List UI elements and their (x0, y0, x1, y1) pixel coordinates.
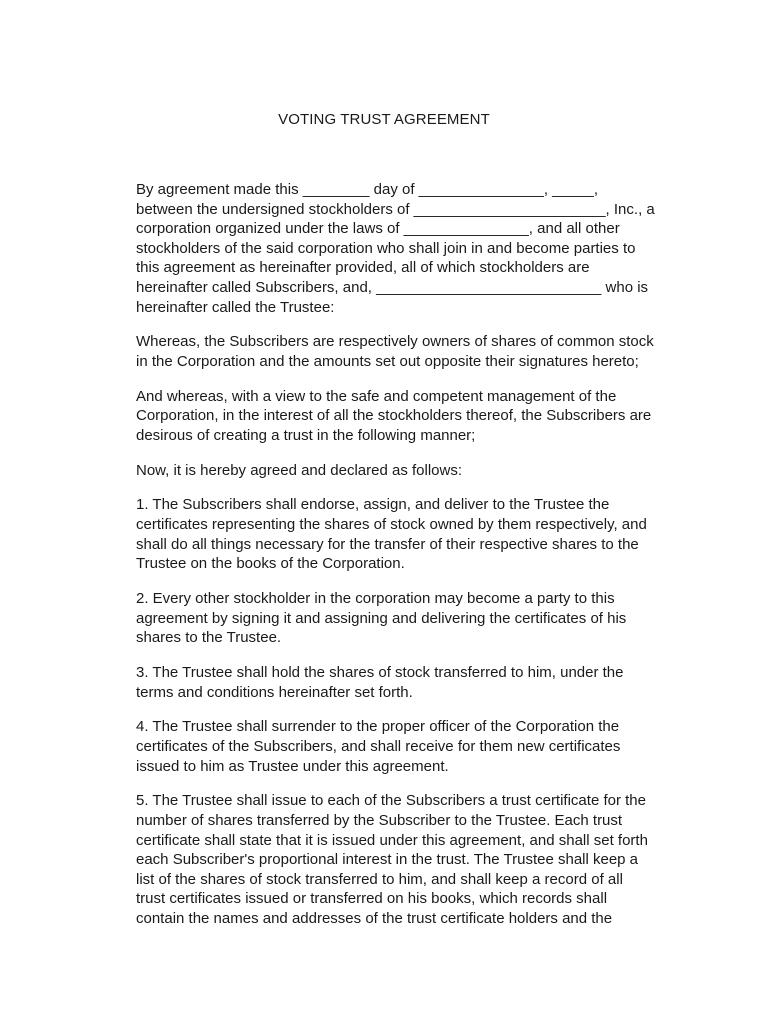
text-line: certificate shall state that it is issued under this agreement, and shall set forth (136, 831, 648, 849)
text-line: 5. The Trustee shall issue to each of the Subscribers a trust certificate for the (136, 792, 646, 810)
text-line: certificates representing the shares of stock owned by them respectively, and (136, 516, 647, 534)
text-line: Corporation, in the interest of all the stockholders thereof, the Subscribers are (136, 407, 652, 425)
text-line: in the Corporation and the amounts set out opposite their signatures hereto; (136, 352, 639, 370)
text-line: 2. Every other stockholder in the corporation may become a party to this (136, 590, 615, 608)
text-line: hereinafter called the Trustee: (136, 298, 335, 316)
text-line: 3. The Trustee shall hold the shares of stock transferred to him, under the (136, 664, 624, 681)
clause-5 (136, 791, 696, 928)
text-line: terms and conditions hereinafter set forth. (136, 683, 413, 701)
text-line: list of the shares of stock transferred to him, and shall keep a record of all (136, 870, 623, 888)
clause-4 (136, 717, 696, 776)
text-line: Whereas, the Subscribers are respectively owners of shares of common stock (136, 333, 654, 351)
paragraph-now (136, 461, 696, 481)
text-line: Now, it is hereby agreed and declared as follows: (136, 461, 463, 479)
text-line: trust certificates issued or transferred on his books, which records shall (136, 890, 608, 908)
text-line: 1. The Subscribers shall endorse, assign, and deliver to the Trustee the (136, 496, 610, 514)
clause-1 (136, 495, 696, 573)
paragraph-preamble (136, 180, 696, 317)
text-line: hereinafter called Subscribers, and, ___________________________ who is (136, 278, 649, 296)
paragraph-and-whereas (136, 387, 696, 446)
text-line: each Subscriber's proportional interest in the trust. The Trustee shall keep a (136, 851, 639, 869)
paragraph-whereas (136, 332, 696, 371)
text-line: number of shares transferred by the Subscriber to the Trustee. Each trust (136, 811, 623, 829)
text-line: By agreement made this ________ day of _______________, _____, (136, 181, 599, 198)
text-line: Trustee on the books of the Corporation. (136, 555, 405, 573)
clause-3 (136, 663, 696, 702)
text-line: agreement by signing it and assigning and delivering the certificates of his (136, 609, 627, 627)
text-line: corporation organized under the laws of _______________, and all other (136, 220, 620, 238)
text-line: certificates of the Subscribers, and shall receive for them new certificates (136, 737, 621, 755)
text-line: stockholders of the said corporation who shall join in and become parties to (136, 239, 636, 257)
text-line: shares to the Trustee. (136, 629, 282, 647)
clause-2 (136, 589, 696, 648)
text-line: 4. The Trustee shall surrender to the proper officer of the Corporation the (136, 718, 620, 736)
document-title: VOTING TRUST AGREEMENT (278, 111, 490, 128)
text-line: shall do all things necessary for the transfer of their respective shares to the (136, 535, 639, 553)
text-line: contain the names and addresses of the trust certificate holders and the (136, 909, 613, 927)
text-line: issued to him as Trustee under this agreement. (136, 757, 449, 775)
text-line: between the undersigned stockholders of _______________________, Inc., a (136, 200, 655, 218)
text-line: And whereas, with a view to the safe and competent management of the (136, 387, 617, 405)
text-line: desirous of creating a trust in the following manner; (136, 426, 476, 444)
document-body (136, 180, 696, 944)
text-line: this agreement as hereinafter provided, all of which stockholders are (136, 259, 590, 277)
